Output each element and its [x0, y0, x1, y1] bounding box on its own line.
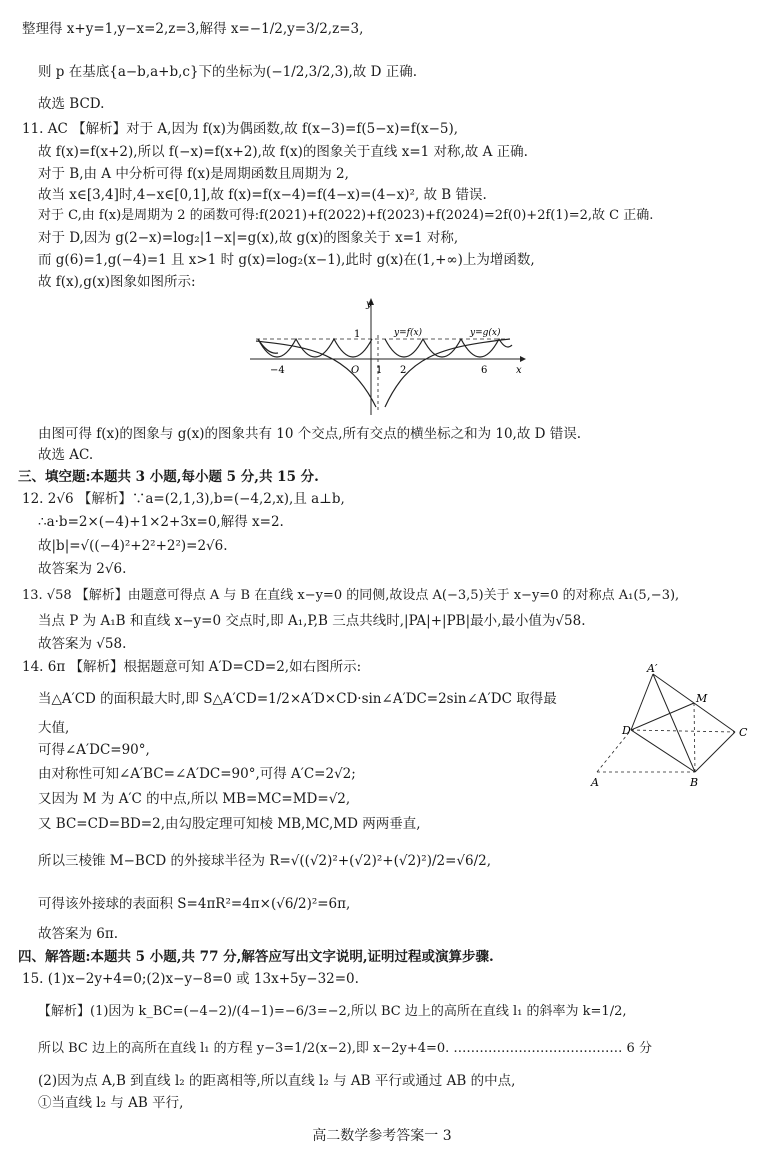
tick-2: 2	[400, 365, 407, 376]
text-line: 故答案为 2√6.	[38, 561, 127, 577]
text-line: 当点 P 为 A₁B 和直线 x−y=0 交点时,即 A₁,P,B 三点共线时,|PA|+|PB|最小,最小值为√58.	[38, 613, 586, 629]
tick-x1: 1	[376, 365, 383, 376]
text-line: 由图可得 f(x)的图象与 g(x)的图象共有 10 个交点,所有交点的横坐标之和为 10,故 D 错误.	[38, 426, 582, 442]
text-line: 故 f(x),g(x)图象如图所示:	[38, 274, 196, 290]
vertex-d: D	[622, 724, 631, 737]
text-line: ∴a·b=2×(−4)+1×2+3x=0,解得 x=2.	[38, 514, 284, 530]
text-line: 故答案为 √58.	[38, 636, 127, 652]
vertex-c: C	[739, 726, 748, 739]
text-line: 则 p 在基底{a−b,a+b,c}下的坐标为(−1/2,3/2,3),故 D 正确.	[38, 64, 418, 80]
text-line: 又因为 M 为 A′C 的中点,所以 MB=MC=MD=√2,	[38, 791, 351, 807]
origin-label: O	[351, 365, 360, 376]
x-axis-label: x	[516, 365, 522, 376]
section-heading: 四、解答题:本题共 5 小题,共 77 分,解答应写出文字说明,证明过程或演算步骤.	[18, 949, 494, 965]
vertex-a: A	[591, 776, 599, 789]
text-line: (2)因为点 A,B 到直线 l₂ 的距离相等,所以直线 l₂ 与 AB 平行或通过 AB 的中点,	[38, 1073, 516, 1089]
text-line: 当△A′CD 的面积最大时,即 S△A′CD=1/2×A′D×CD·sin∠A′DC=2sin∠A′DC 取得最	[38, 691, 557, 707]
text-line: 由对称性可知∠A′BC=∠A′DC=90°,可得 A′C=2√2;	[38, 766, 356, 782]
text-line: 对于 B,由 A 中分析可得 f(x)是周期函数且周期为 2,	[38, 166, 349, 182]
text-line: 所以 BC 边上的高所在直线 l₁ 的方程 y−3=1/2(x−2),即 x−2y+4=0. ………………………………… 6 分	[38, 1041, 652, 1056]
tick-6: 6	[481, 365, 488, 376]
text-line: 故选 BCD.	[38, 96, 105, 112]
text-line: 13. √58 【解析】由题意可得点 A 与 B 在直线 x−y=0 的同侧,故设点 A(−3,5)关于 x−y=0 的对称点 A₁(5,−3),	[22, 588, 680, 603]
tick-1: 1	[354, 329, 361, 340]
g-curve-label: y=g(x)	[470, 328, 501, 338]
f-curve-label: y=f(x)	[394, 328, 423, 338]
text-line: 又 BC=CD=BD=2,由勾股定理可知棱 MB,MC,MD 两两垂直,	[38, 816, 421, 832]
text-line: 而 g(6)=1,g(−4)=1 且 x>1 时 g(x)=log₂(x−1),此时 g(x)在(1,+∞)上为增函数,	[38, 252, 535, 268]
text-line: 故当 x∈[3,4]时,4−x∈[0,1],故 f(x)=f(x−4)=f(4−x)=(4−x)², 故 B 错误.	[38, 187, 487, 203]
text-line: 对于 C,由 f(x)是周期为 2 的函数可得:f(2021)+f(2022)+f(2023)+f(2024)=2f(0)+2f(1)=2,故 C 正确.	[38, 208, 654, 223]
tick-neg4: −4	[270, 365, 285, 376]
text-line: 整理得 x+y=1,y−x=2,z=3,解得 x=−1/2,y=3/2,z=3,	[22, 21, 364, 37]
page-footer: 高二数学参考答案一 3	[312, 1128, 452, 1144]
section-heading: 三、填空题:本题共 3 小题,每小题 5 分,共 15 分.	[18, 469, 319, 485]
text-line: 所以三棱锥 M−BCD 的外接球半径为 R=√((√2)²+(√2)²+(√2)²)/2=√6/2,	[38, 853, 492, 869]
text-line: 大值,	[38, 720, 70, 736]
text-line: 可得该外接球的表面积 S=4πR²=4π×(√6/2)²=6π,	[38, 896, 351, 912]
text-line: 12. 2√6 【解析】∵a=(2,1,3),b=(−4,2,x),且 a⊥b,	[22, 491, 345, 507]
text-line: 故选 AC.	[38, 447, 94, 463]
text-line: 14. 6π 【解析】根据题意可知 A′D=CD=2,如右图所示:	[22, 659, 362, 675]
text-line: ①当直线 l₂ 与 AB 平行,	[38, 1095, 184, 1111]
text-line: 15. (1)x−2y+4=0;(2)x−y−8=0 或 13x+5y−32=0.	[22, 971, 359, 987]
text-line: 对于 D,因为 g(2−x)=log₂|1−x|=g(x),故 g(x)的图象关于 x=1 对称,	[38, 230, 459, 246]
text-line: 11. AC 【解析】对于 A,因为 f(x)为偶函数,故 f(x−3)=f(5−x)=f(x−5),	[22, 121, 459, 137]
text-line: 【解析】(1)因为 k_BC=(−4−2)/(4−1)=−6/3=−2,所以 BC 边上的高所在直线 l₁ 的斜率为 k=1/2,	[38, 1004, 627, 1019]
text-line: 可得∠A′DC=90°,	[38, 742, 150, 758]
vertex-a-prime: A′	[647, 662, 658, 675]
text-line: 故 f(x)=f(x+2),所以 f(−x)=f(x+2),故 f(x)的图象关于直线 x=1 对称,故 A 正确.	[38, 144, 528, 160]
function-graph	[248, 295, 528, 420]
y-axis-label: y	[366, 299, 372, 310]
text-line: 故答案为 6π.	[38, 926, 119, 942]
vertex-m: M	[696, 692, 708, 705]
vertex-b: B	[690, 776, 699, 789]
pyramid-figure	[585, 662, 755, 790]
text-line: 故|b|=√((−4)²+2²+2²)=2√6.	[38, 538, 228, 554]
